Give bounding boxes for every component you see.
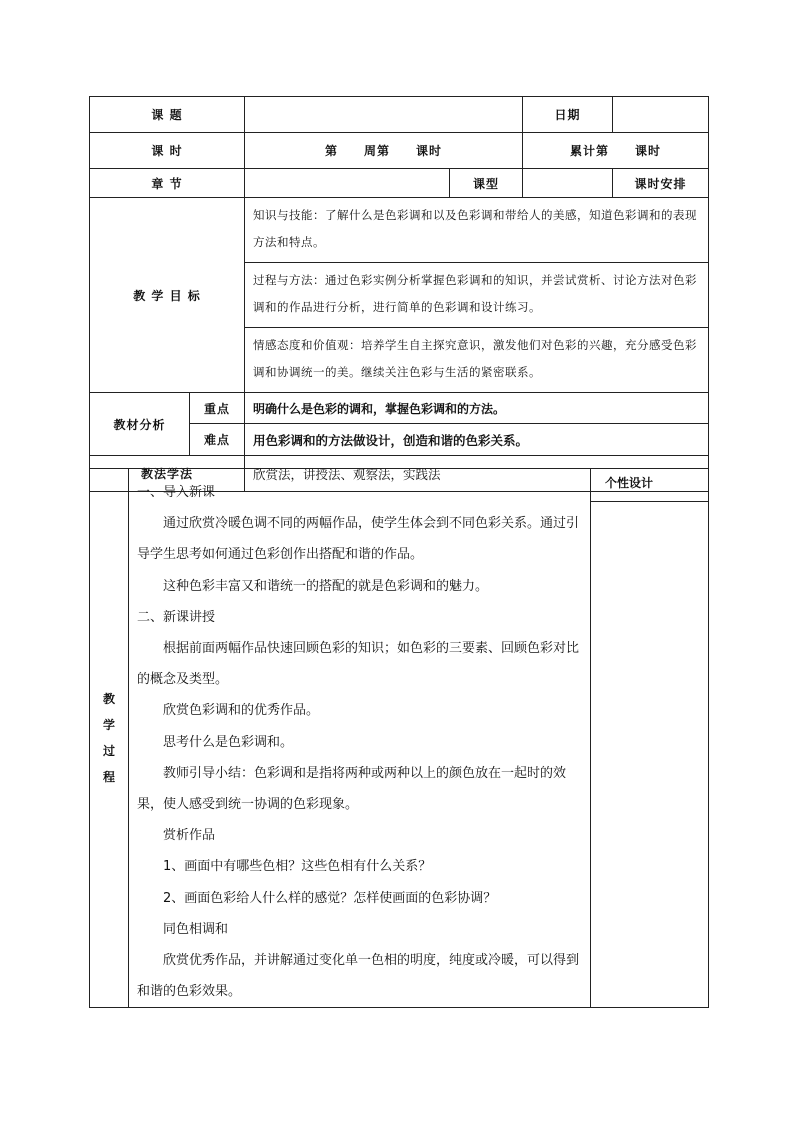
chapter-value	[245, 169, 450, 198]
cumulative-period: 累计第 课时	[523, 133, 709, 169]
process-paragraph: 根据前面两幅作品快速回顾色彩的知识；如色彩的三要素、回顾色彩对比的概念及类型。	[137, 641, 580, 688]
process-paragraph: 欣赏色彩调和的优秀作品。	[163, 703, 320, 719]
chapter-row	[90, 169, 709, 198]
process-label-char-3: 过	[102, 744, 115, 759]
date-label: 日期	[523, 97, 613, 133]
process-row	[90, 469, 709, 1008]
process-paragraph: 欣赏优秀作品，并讲解通过变化单一色相的明度，纯度或冷暖，可以得到和谐的色彩效果。	[137, 953, 580, 1000]
lesson-type-value	[523, 169, 613, 198]
lesson-info-table	[89, 96, 709, 492]
period-row	[90, 133, 709, 169]
process-label-char-1: 教	[102, 692, 115, 707]
topic-row	[90, 97, 709, 133]
difficulty-label: 难点	[190, 424, 245, 456]
schedule-label: 课时安排	[613, 169, 709, 198]
key-point-value: 明确什么是色彩的调和，掌握色彩调和的方法。	[245, 393, 709, 424]
process-question: 1、画面中有哪些色相？这些色相有什么关系？	[163, 859, 432, 875]
section-heading-new-lesson: 二、新课讲授	[137, 609, 216, 625]
objectives-label: 教 学 目 标	[90, 198, 245, 393]
topic-value	[245, 97, 523, 133]
process-paragraph: 同色相调和	[163, 921, 229, 937]
process-paragraph: 这种色彩丰富又和谐统一的搭配的就是色彩调和的魅力。	[163, 578, 489, 594]
process-content	[129, 469, 591, 1008]
key-point-row	[90, 393, 709, 424]
key-point-label: 重点	[190, 393, 245, 424]
process-label-char-2: 学	[102, 718, 115, 733]
topic-label: 课 题	[90, 97, 245, 133]
objective-knowledge-row	[90, 198, 709, 263]
process-paragraph: 教师引导小结：色彩调和是指将两种或两种以上的颜色放在一起时的效果，使人感受到统一协调的色彩现象。	[137, 765, 567, 813]
process-paragraph: 赏析作品	[163, 828, 216, 844]
methods-value: 欣赏法，讲授法、观察法，实践法	[245, 456, 709, 492]
lesson-type-label: 课型	[450, 169, 523, 198]
process-paragraph: 通过欣赏冷暖色调不同的两幅作品，使学生体会到不同色彩关系。通过引导学生思考如何通过色彩创作出搭配和谐的作品。	[137, 516, 580, 563]
teaching-process-table	[89, 468, 709, 1008]
personal-design-cell	[591, 469, 709, 1008]
process-question: 2、画面色彩给人什么样的感觉？怎样使画面的色彩协调？	[163, 890, 497, 906]
process-label-char-4: 程	[102, 770, 115, 785]
objective-knowledge: 知识与技能：了解什么是色彩调和以及色彩调和带给人的美感，知道色彩调和的表现方法和特点。	[245, 198, 709, 263]
process-paragraph: 思考什么是色彩调和。	[163, 734, 294, 750]
analysis-label: 教材分析	[90, 393, 190, 456]
methods-label: 教法学法	[90, 456, 245, 492]
period-label: 课 时	[90, 133, 245, 169]
objective-process: 过程与方法：通过色彩实例分析掌握色彩调和的知识，并尝试赏析、讨论方法对色彩调和的作品进行分析，进行简单的色彩调和设计练习。	[245, 263, 709, 328]
objective-attitude: 情感态度和价值观：培养学生自主探究意识，激发他们对色彩的兴趣，充分感受色彩调和协调统一的美。继续关注色彩与生活的紧密联系。	[245, 328, 709, 393]
difficulty-value: 用色彩调和的方法做设计，创造和谐的色彩关系。	[245, 424, 709, 456]
chapter-label: 章 节	[90, 169, 245, 198]
section-heading-intro: 一、导入新课	[137, 485, 216, 500]
period-value: 第 周第 课时	[245, 133, 523, 169]
process-label	[90, 469, 129, 1008]
date-value	[613, 97, 709, 133]
personal-design-label: 个性设计	[591, 469, 708, 502]
